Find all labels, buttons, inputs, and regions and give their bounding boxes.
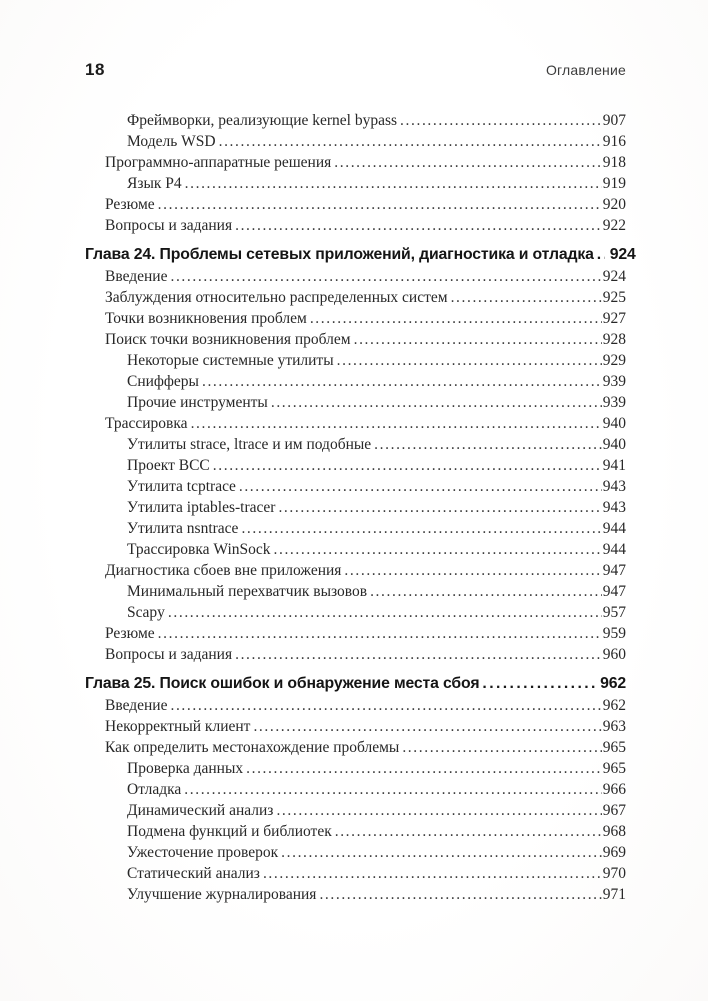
toc-page-number: 943 bbox=[602, 499, 626, 516]
toc-page-number: 966 bbox=[602, 781, 626, 798]
toc-entry-title: Резюме bbox=[105, 625, 155, 642]
dot-leader bbox=[276, 800, 601, 821]
page-number: 18 bbox=[85, 60, 105, 79]
dot-leader bbox=[263, 863, 602, 884]
toc-page-number: 928 bbox=[602, 331, 626, 348]
toc-page-number: 970 bbox=[602, 865, 626, 882]
toc-entry-title: Язык P4 bbox=[127, 175, 182, 192]
dot-leader bbox=[281, 842, 602, 863]
toc-entry-title: Точки возникновения проблем bbox=[105, 310, 307, 327]
toc-entry-title: Ужесточение проверок bbox=[127, 844, 279, 861]
toc-entry-title: Улучшение журналирования bbox=[127, 886, 317, 903]
dot-leader bbox=[597, 243, 605, 266]
toc-entry-row bbox=[85, 644, 626, 665]
dot-leader bbox=[246, 758, 602, 779]
dot-leader bbox=[213, 455, 602, 476]
toc-entry-title: Трассировка bbox=[105, 415, 188, 432]
toc-page-number: 947 bbox=[602, 583, 626, 600]
toc-entry-title: Динамический анализ bbox=[127, 802, 274, 819]
toc-entry-title: Снифферы bbox=[127, 373, 199, 390]
toc-entry-title: Проект BCC bbox=[127, 457, 210, 474]
toc-entry-row bbox=[85, 287, 626, 308]
toc-entry-title: Как определить местонахождение проблемы bbox=[105, 739, 400, 756]
toc-entry-row bbox=[85, 737, 626, 758]
toc-page-number: 940 bbox=[602, 415, 626, 432]
toc-list bbox=[85, 110, 636, 905]
dot-leader bbox=[278, 497, 601, 518]
toc-entry-row bbox=[85, 152, 626, 173]
toc-entry-row bbox=[85, 539, 626, 560]
toc-entry-row bbox=[85, 695, 626, 716]
toc-page-number: 962 bbox=[602, 697, 626, 714]
dot-leader bbox=[170, 266, 601, 287]
toc-entry-title: Проверка данных bbox=[127, 760, 244, 777]
toc-entry-title: Некоторые системные утилиты bbox=[127, 352, 334, 369]
toc-entry-title: Отладка bbox=[127, 781, 182, 798]
dot-leader bbox=[354, 329, 602, 350]
toc-entry-row bbox=[85, 392, 626, 413]
toc-entry-title: Scapy bbox=[127, 604, 165, 621]
dot-leader bbox=[451, 287, 602, 308]
toc-page-number: 925 bbox=[602, 289, 626, 306]
toc-page-number: 962 bbox=[600, 675, 626, 692]
dot-leader bbox=[158, 623, 602, 644]
dot-leader bbox=[235, 644, 602, 665]
dot-leader bbox=[319, 884, 601, 905]
dot-leader bbox=[402, 737, 601, 758]
dot-leader bbox=[337, 350, 602, 371]
toc-entry-title: Резюме bbox=[105, 196, 155, 213]
toc-page-number: 924 bbox=[602, 268, 626, 285]
dot-leader bbox=[334, 152, 601, 173]
toc-entry-title: Утилита tcptrace bbox=[127, 478, 236, 495]
toc-entry-row bbox=[85, 455, 626, 476]
toc-page-number: 957 bbox=[602, 604, 626, 621]
dot-leader bbox=[170, 695, 601, 716]
toc-entry-title: Утилита iptables-tracer bbox=[127, 499, 276, 516]
toc-entry-row bbox=[85, 413, 626, 434]
dot-leader bbox=[374, 434, 602, 455]
toc-entry-row bbox=[85, 602, 626, 623]
dot-leader bbox=[271, 392, 602, 413]
toc-page-number: 907 bbox=[602, 112, 626, 129]
dot-leader bbox=[239, 476, 602, 497]
toc-entry-title: Поиск точки возникновения проблем bbox=[105, 331, 351, 348]
toc-page-number: 960 bbox=[602, 646, 626, 663]
toc-entry-row bbox=[85, 821, 626, 842]
toc-entry-row bbox=[85, 842, 626, 863]
toc-entry-title: Вопросы и задания bbox=[105, 646, 233, 663]
toc-entry-row bbox=[85, 497, 626, 518]
toc-entry-row bbox=[85, 716, 626, 737]
dot-leader bbox=[253, 716, 601, 737]
dot-leader bbox=[191, 413, 602, 434]
dot-leader bbox=[185, 173, 602, 194]
toc-chapter-title: Глава 24. Проблемы сетевых приложений, диагностика и отладка bbox=[85, 246, 594, 263]
dot-leader bbox=[335, 821, 602, 842]
dot-leader bbox=[370, 581, 602, 602]
toc-page-number: 918 bbox=[602, 154, 626, 171]
toc-page-number: 968 bbox=[602, 823, 626, 840]
toc-entry-row bbox=[85, 560, 626, 581]
toc-page-number: 944 bbox=[602, 541, 626, 558]
toc-entry-row bbox=[85, 194, 626, 215]
toc-entry-row bbox=[85, 215, 626, 236]
toc-entry-row bbox=[85, 329, 626, 350]
toc-entry-title: Некорректный клиент bbox=[105, 718, 251, 735]
dot-leader bbox=[310, 308, 602, 329]
dot-leader bbox=[158, 194, 602, 215]
toc-entry-title: Диагностика сбоев вне приложения bbox=[105, 562, 342, 579]
toc-entry-row bbox=[85, 800, 626, 821]
toc-page-number: 939 bbox=[602, 373, 626, 390]
toc-page-number: 922 bbox=[602, 217, 626, 234]
toc-page-number: 965 bbox=[602, 760, 626, 777]
toc-chapter-title: Глава 25. Поиск ошибок и обнаружение места сбоя bbox=[85, 675, 480, 692]
toc-entry-title: Введение bbox=[105, 697, 168, 714]
dot-leader bbox=[235, 215, 602, 236]
toc-entry-row bbox=[85, 434, 626, 455]
toc-entry-title: Утилиты strace, ltrace и им подобные bbox=[127, 436, 372, 453]
toc-entry-title: Статический анализ bbox=[127, 865, 260, 882]
toc-page-number: 941 bbox=[602, 457, 626, 474]
toc-entry-title: Трассировка WinSock bbox=[127, 541, 271, 558]
toc-entry-row bbox=[85, 581, 626, 602]
toc-page-number: 969 bbox=[602, 844, 626, 861]
toc-page-number: 971 bbox=[602, 886, 626, 903]
toc-entry-title: Введение bbox=[105, 268, 168, 285]
toc-entry-title: Минимальный перехватчик вызовов bbox=[127, 583, 368, 600]
running-title: Оглавление bbox=[545, 62, 626, 78]
toc-entry-title: Прочие инструменты bbox=[127, 394, 268, 411]
toc-entry-title: Утилита nsntrace bbox=[127, 520, 239, 537]
toc-page-number: 920 bbox=[602, 196, 626, 213]
toc-page-number: 963 bbox=[602, 718, 626, 735]
toc-entry-row bbox=[85, 884, 626, 905]
page-header bbox=[85, 60, 626, 80]
toc-page-number: 927 bbox=[602, 310, 626, 327]
toc-chapter-row bbox=[85, 243, 636, 266]
toc-page-number: 944 bbox=[602, 520, 626, 537]
toc-entry-row bbox=[85, 779, 626, 800]
toc-page-number: 924 bbox=[609, 246, 636, 263]
toc-entry-title: Подмена функций и библиотек bbox=[127, 823, 332, 840]
toc-entry-row bbox=[85, 110, 626, 131]
toc-entry-row bbox=[85, 476, 626, 497]
dot-leader bbox=[274, 539, 602, 560]
toc-entry-title: Фреймворки, реализующие kernel bypass bbox=[127, 112, 398, 129]
toc-page-number: 939 bbox=[602, 394, 626, 411]
toc-page-number: 947 bbox=[602, 562, 626, 579]
toc-entry-row bbox=[85, 863, 626, 884]
toc-page-number: 967 bbox=[602, 802, 626, 819]
dot-leader bbox=[344, 560, 601, 581]
dot-leader bbox=[202, 371, 602, 392]
dot-leader bbox=[219, 131, 602, 152]
toc-entry-title: Вопросы и задания bbox=[105, 217, 233, 234]
toc-chapter-row bbox=[85, 672, 626, 695]
toc-entry-row bbox=[85, 131, 626, 152]
toc-entry-row bbox=[85, 371, 626, 392]
toc-entry-row bbox=[85, 266, 626, 287]
toc-page-number: 916 bbox=[602, 133, 626, 150]
toc-entry-row bbox=[85, 623, 626, 644]
toc-page-number: 943 bbox=[602, 478, 626, 495]
toc-entry-row bbox=[85, 308, 626, 329]
dot-leader bbox=[482, 672, 595, 695]
toc-page-number: 965 bbox=[602, 739, 626, 756]
toc-entry-row bbox=[85, 518, 626, 539]
toc-page-number: 959 bbox=[602, 625, 626, 642]
toc-page-number: 919 bbox=[602, 175, 626, 192]
toc-entry-row bbox=[85, 350, 626, 371]
dot-leader bbox=[241, 518, 601, 539]
toc-page-number: 940 bbox=[602, 436, 626, 453]
toc-entry-title: Заблуждения относительно распределенных систем bbox=[105, 289, 448, 306]
toc-page-number: 929 bbox=[602, 352, 626, 369]
dot-leader bbox=[168, 602, 602, 623]
toc-entry-title: Программно-аппаратные решения bbox=[105, 154, 332, 171]
toc-entry-row bbox=[85, 758, 626, 779]
dot-leader bbox=[400, 110, 602, 131]
toc-entry-title: Модель WSD bbox=[127, 133, 216, 150]
dot-leader bbox=[184, 779, 601, 800]
toc-entry-row bbox=[85, 173, 626, 194]
